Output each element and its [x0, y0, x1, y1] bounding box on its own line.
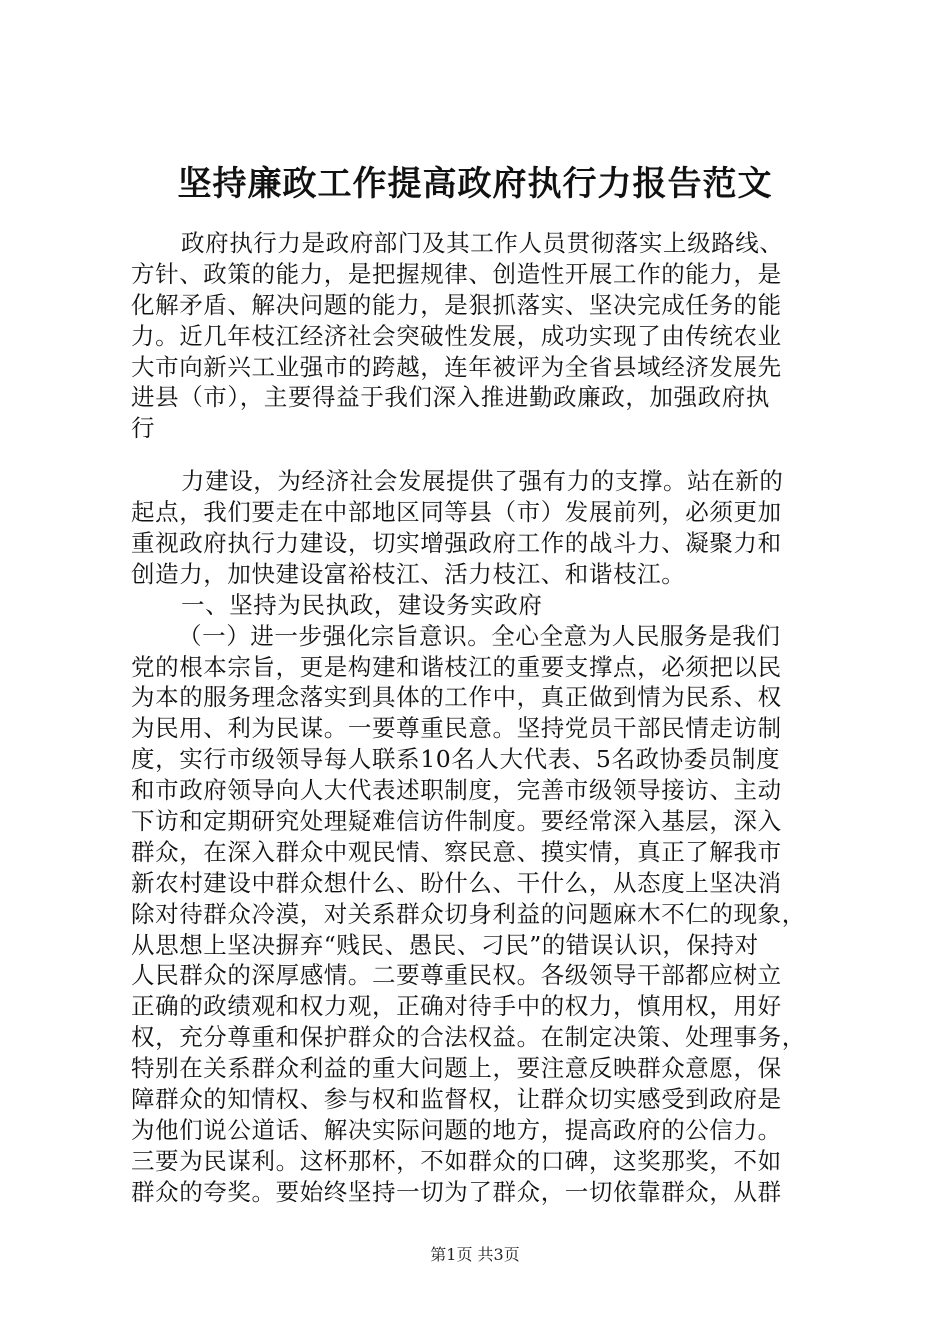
section-heading: 一、坚持为民执政，建设务实政府: [181, 590, 543, 619]
text-line: 人民群众的深厚感情。二要尊重民权。各级领导干部都应树立: [131, 961, 782, 990]
text-line: 方针、政策的能力，是把握规律、创造性开展工作的能力，是: [131, 259, 782, 288]
text-line: 力。近几年枝江经济社会突破性发展，成功实现了由传统农业: [131, 321, 782, 350]
text-line: 从思想上坚决摒弃“贱民、愚民、刁民”的错误认识，保持对: [131, 930, 759, 959]
text-line: 三要为民谋利。这杯那杯，不如群众的口碑，这奖那奖，不如: [131, 1146, 782, 1175]
text-line: 下访和定期研究处理疑难信访件制度。要经常深入基层，深入: [131, 807, 782, 836]
text-line: 为本的服务理念落实到具体的工作中，真正做到情为民系、权: [131, 683, 782, 712]
document-body: [131, 228, 831, 1208]
text-line: 正确的政绩观和权力观，正确对待手中的权力，慎用权，用好: [131, 992, 782, 1021]
text-line: 起点，我们要走在中部地区同等县（市）发展前列，必须更加: [131, 498, 782, 527]
text-line: 为民用、利为民谋。一要尊重民意。坚持党员干部民情走访制: [131, 714, 782, 743]
text-line: 政府执行力是政府部门及其工作人员贯彻落实上级路线、: [181, 229, 784, 257]
text-line: 重视政府执行力建设，切实增强政府工作的战斗力、凝聚力和: [131, 529, 782, 558]
text-line: 群众，在深入群众中观民情、察民意、摸实情，真正了解我市: [131, 837, 782, 866]
text-line: 大市向新兴工业强市的跨越，连年被评为全省县域经济发展先: [131, 352, 782, 381]
text-line: 化解矛盾、解决问题的能力，是狠抓落实、坚决完成任务的能: [131, 290, 782, 319]
text-line: 行: [131, 414, 156, 443]
text-line: 创造力，加快建设富裕枝江、活力枝江、和谐枝江。: [131, 559, 686, 588]
text-line: 力建设，为经济社会发展提供了强有力的支撑。站在新的: [181, 467, 784, 496]
text-line: 权，充分尊重和保护群众的合法权益。在制定决策、处理事务，: [131, 1023, 806, 1052]
document-title: 坚持廉政工作提高政府执行力报告范文: [177, 164, 773, 204]
text-line: 特别在关系群众利益的重大问题上，要注意反映群众意愿，保: [131, 1054, 782, 1083]
text-line: 进县（市），主要得益于我们深入推进勤政廉政，加强政府执: [131, 383, 770, 412]
text-line: 度，实行市级领导每人联系10名人大代表、5名政协委员制度: [131, 745, 781, 774]
text-line: 障群众的知情权、参与权和监督权，让群众切实感受到政府是: [131, 1085, 782, 1114]
text-line: 为他们说公道话、解决实际问题的地方，提高政府的公信力。: [131, 1115, 782, 1144]
text-line: 群众的夸奖。要始终坚持一切为了群众，一切依靠群众，从群: [131, 1177, 782, 1206]
text-line: （一）进一步强化宗旨意识。全心全意为人民服务是我们: [178, 621, 781, 650]
text-line: 党的根本宗旨，更是构建和谐枝江的重要支撑点，必须把以民: [131, 652, 782, 681]
page-footer: 第1页 共3页: [430, 1245, 520, 1264]
paragraph-gap: [131, 444, 831, 466]
text-line: 和市政府领导向人大代表述职制度，完善市级领导接访、主动: [131, 776, 782, 805]
text-line: 除对待群众冷漠，对关系群众切身利益的问题麻木不仁的现象，: [131, 899, 806, 928]
text-line: 新农村建设中群众想什么、盼什么、干什么，从态度上坚决消: [131, 868, 782, 897]
